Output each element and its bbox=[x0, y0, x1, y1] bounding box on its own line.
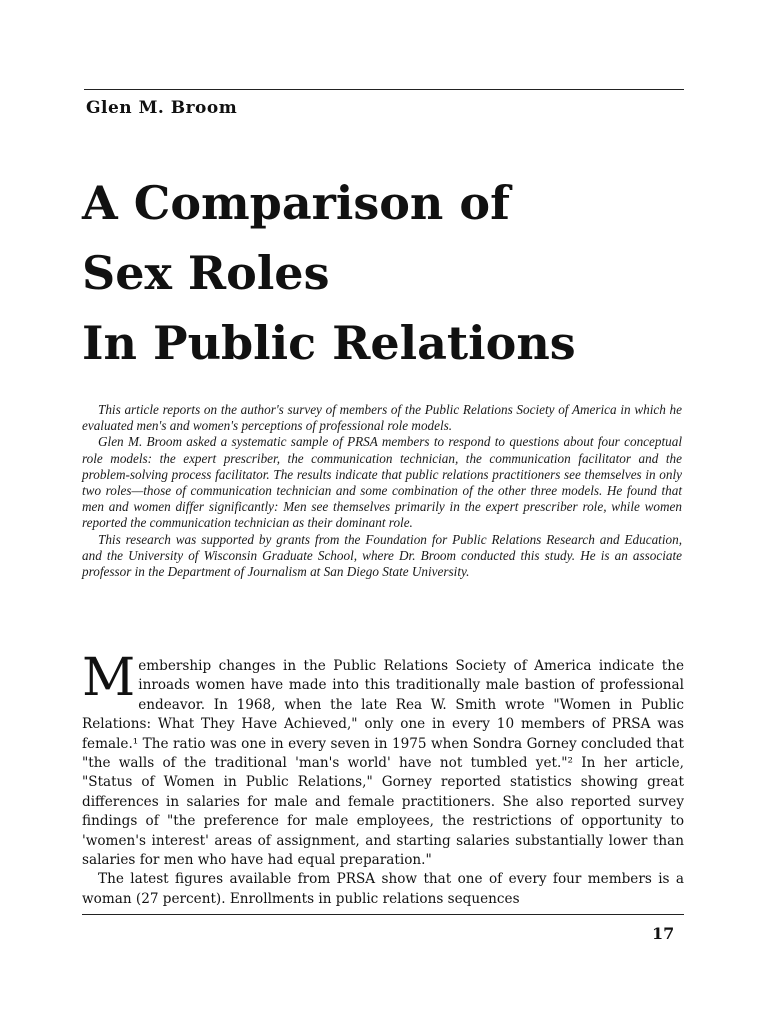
title-line-3: In Public Relations bbox=[82, 316, 576, 370]
title-line-1: A Comparison of bbox=[82, 176, 510, 230]
page-number: 17 bbox=[652, 924, 675, 943]
article-body bbox=[82, 648, 684, 909]
abstract-paragraph-1: This article reports on the author's survey of members of the Public Relations Society of America in which he evaluated men's and women's perceptions of professional role models. bbox=[82, 402, 682, 434]
body-paragraph-1 bbox=[82, 648, 684, 870]
author-name: Glen M. Broom bbox=[86, 98, 238, 118]
body-paragraph-2: The latest figures available from PRSA show that one of every four members is a woman (27 percent). Enrollments in public relations sequences bbox=[82, 871, 684, 907]
drop-cap: M bbox=[82, 648, 136, 708]
bottom-rule bbox=[82, 914, 684, 915]
article-title bbox=[82, 168, 702, 378]
title-line-2: Sex Roles bbox=[82, 246, 330, 300]
abstract-paragraph-2: Glen M. Broom asked a systematic sample of PRSA members to respond to questions about four conceptual role models: the expert prescriber, the communication technician, the communication facilitator and the problem-solving process facilitator. The results indicate that public relations practitioners see themselves in only two roles—those of communication technician and some combination of the other three models. He found that men and women differ significantly: Men see themselves primarily in the expert prescriber role, while women reported the communication technician as their dominant role. bbox=[82, 434, 682, 531]
abstract-paragraph-3: This research was supported by grants from the Foundation for Public Relations Research and Education, and the University of Wisconsin Graduate School, where Dr. Broom conducted this study. He is an associate professor in the Department of Journalism at San Diego State University. bbox=[82, 531, 682, 580]
abstract bbox=[82, 402, 682, 580]
body-paragraph-1-text: embership changes in the Public Relations Society of America indicate the inroads women have made into this traditionally male bastion of professional endeavor. In 1968, when the late Rea W. Smith wrote "Women in Public Relations: What They Have Achieved," only one in every 10 members of PRSA was female.¹ The ratio was one in every seven in 1975 when Sondra Gorney concluded that "the walls of the traditional 'man's world' have not tumbled yet."² In her article, "Status of Women in Public Relations," Gorney reported statistics showing great differences in salaries for male and female practitioners. She also reported survey findings of "the preference for male employees, the restrictions of opportunity to 'women's interest' areas of assignment, and starting salaries substantially lower than salaries for men who have had equal preparation." bbox=[82, 658, 684, 869]
top-rule bbox=[84, 89, 684, 90]
